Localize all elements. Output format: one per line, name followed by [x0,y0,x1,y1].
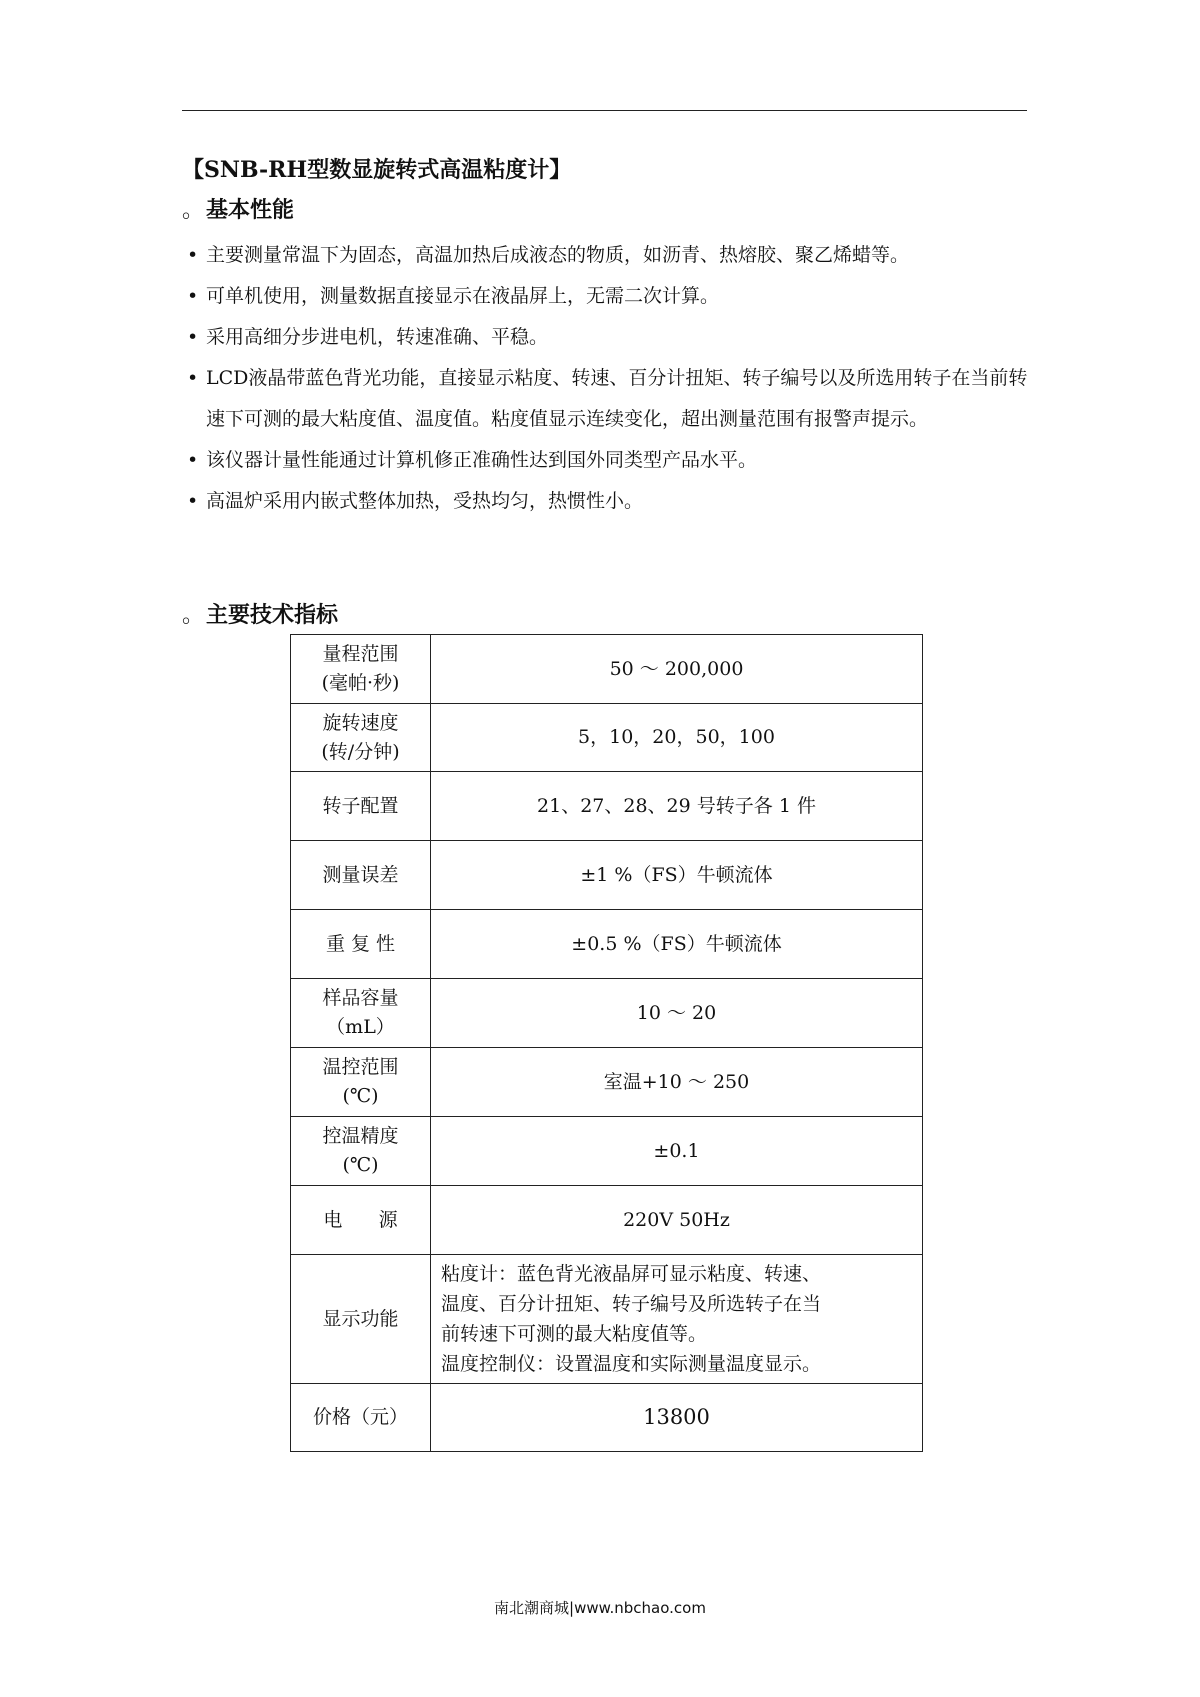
param-name: 价格（元） [312,1406,408,1428]
list-item-text: 可单机使用，测量数据直接显示在液晶屏上，无需二次计算。 [206,285,720,307]
param-name: 旋转速度 [322,711,399,734]
bullet-icon: • [187,285,199,307]
value-cell: ±1 %（FS）牛顿流体 [431,841,923,910]
description-line: 粘度计：蓝色背光液晶屏可显示粘度、转速、 [441,1263,822,1285]
list-item-text: 高温炉采用内嵌式整体加热，受热均匀，热惯性小。 [206,490,644,512]
price-value: 13800 [431,1384,923,1452]
param-cell [291,841,431,910]
list-item-text: 采用高细分步进电机，转速准确、平稳。 [206,326,549,348]
value-cell: 220V 50Hz [431,1186,923,1255]
description-line: 温度控制仪：设置温度和实际测量温度显示。 [441,1353,822,1375]
param-cell [291,704,431,772]
param-name: 电 源 [323,1208,398,1231]
param-name: 测量误差 [322,863,399,886]
bullet-icon: • [187,244,199,266]
list-item [182,358,1032,440]
section-marker: 。 [182,198,205,223]
list-item-text: 该仪器计量性能通过计算机修正准确性达到国外同类型产品水平。 [206,449,758,471]
document-title: 【SNB-RH型数显旋转式高温粘度计】 [182,157,572,183]
table-row [291,772,923,841]
param-name: 样品容量 [322,987,399,1009]
param-cell [291,1384,431,1452]
param-unit: (℃) [342,1154,379,1176]
param-name: 控温精度 [322,1125,399,1147]
param-cell [291,635,431,704]
section-title: 基本性能 [206,197,295,223]
table-row [291,979,923,1048]
param-cell [291,1255,431,1384]
bullet-icon: • [187,326,199,348]
value-cell: 50 ～ 200,000 [431,635,923,704]
table-row [291,910,923,979]
param-name: 重 复 性 [325,932,396,955]
list-item [182,440,1032,481]
param-name: 转子配置 [322,794,399,817]
table-row [291,841,923,910]
section-marker: 。 [182,603,205,628]
param-unit: (毫帕·秒) [321,672,400,694]
param-cell [291,772,431,841]
description-line: 温度、百分计扭矩、转子编号及所选转子在当 [441,1293,822,1315]
footer-source: 南北潮商城|www.nbchao.com [494,1599,706,1617]
param-unit: (转/分钟) [321,740,400,763]
param-cell [291,1117,431,1186]
list-item-text: LCD液晶带蓝色背光功能，直接显示粘度、转速、百分计扭矩、转子编号以及所选用转子在当前转速下可测的最大粘度值、温度值。粘度值显示连续变化，超出测量范围有报警声提示。 [206,367,1028,430]
list-item [182,317,1032,358]
param-name: 量程范围 [322,643,399,665]
feature-list [182,235,1032,522]
section-title: 主要技术指标 [206,602,339,628]
param-cell [291,1186,431,1255]
value-cell: ±0.5 %（FS）牛顿流体 [431,910,923,979]
value-cell: 10 ～ 20 [431,979,923,1048]
param-name: 温控范围 [322,1056,399,1078]
param-cell [291,979,431,1048]
table-row [291,1048,923,1117]
value-cell: 21、27、28、29 号转子各 1 件 [431,772,923,841]
list-item [182,276,1032,317]
description-cell [431,1255,923,1384]
table-row [291,704,923,772]
section-heading-performance [182,195,294,226]
bullet-icon: • [187,449,199,471]
param-unit: (℃) [342,1085,379,1107]
list-item [182,481,1032,522]
param-unit: （mL） [326,1016,395,1038]
table-row [291,1186,923,1255]
list-item-text: 主要测量常温下为固态，高温加热后成液态的物质，如沥青、热熔胶、聚乙烯蜡等。 [206,244,910,266]
bullet-icon: • [187,490,199,512]
value-cell: 室温+10 ～ 250 [431,1048,923,1117]
bullet-icon: • [187,367,199,389]
table-row [291,635,923,704]
table-row [291,1117,923,1186]
list-item [182,235,1032,276]
table-row [291,1384,923,1452]
param-cell [291,910,431,979]
value-cell: 5，10，20，50，100 [431,704,923,772]
param-cell [291,1048,431,1117]
spec-table [290,634,923,1452]
description-line: 前转速下可测的最大粘度值等。 [441,1323,708,1345]
table-row [291,1255,923,1384]
param-name: 显示功能 [322,1307,399,1330]
header-rule [182,110,1027,111]
value-cell: ±0.1 [431,1117,923,1186]
section-heading-specs [182,600,338,631]
